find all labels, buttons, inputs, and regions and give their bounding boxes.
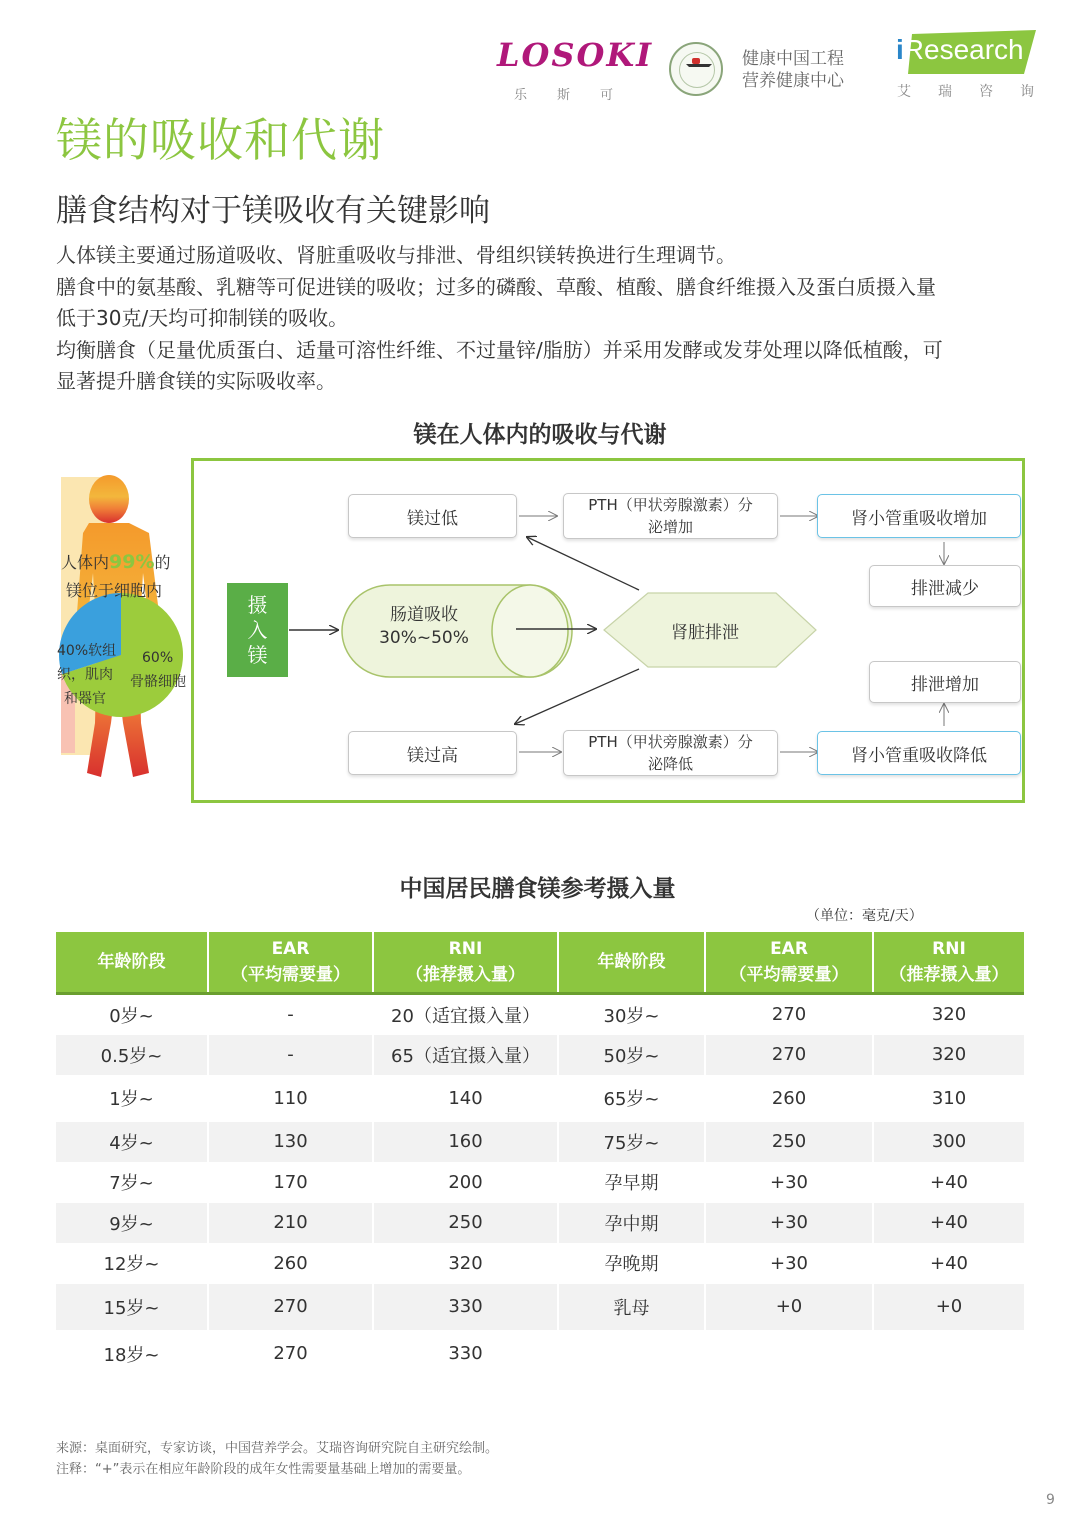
intro-line: 人体镁主要通过肠道吸收、肾脏重吸收与排泄、骨组织镁转换进行生理调节。: [56, 243, 736, 267]
table-cell: +30: [705, 1243, 873, 1284]
table-row: [56, 1330, 1024, 1378]
table-cell: 18岁~: [103, 1344, 160, 1366]
table-cell: +40: [873, 1243, 1024, 1284]
node-reabsorption-decrease: [817, 731, 1021, 775]
table-header-sublabel: （平均需要量）: [231, 965, 350, 985]
table-header-label: 年龄阶段: [97, 952, 166, 972]
node-reabsorption-decrease-label: 肾小管重吸收降低: [851, 745, 987, 766]
table-cell: 160: [373, 1122, 558, 1162]
table-cell: 270: [705, 994, 873, 1035]
table-cell: 7岁~: [109, 1173, 154, 1194]
annotation-note: 注释：“+”表示在相应年龄阶段的成年女性需要量基础上增加的需要量。: [56, 1462, 471, 1477]
node-excretion-increase-label: 排泄增加: [911, 674, 979, 695]
table-header-ear-1: [208, 932, 373, 994]
node-pth-decrease-line2: 泌降低: [647, 755, 693, 773]
table-cell: 1岁~: [109, 1089, 154, 1110]
table-cell: 孕中期: [558, 1203, 705, 1243]
table-header-label: RNI: [448, 939, 483, 959]
table-cell: 270: [208, 1330, 373, 1378]
intro-line: 膳食中的氨基酸、乳糖等可促进镁的吸收；过多的磷酸、草酸、植酸、膳食纤维摄入及蛋白质摄入量: [56, 274, 936, 299]
table-cell: 320: [873, 994, 1024, 1035]
table-header-sublabel: （推荐摄入量）: [889, 965, 1009, 985]
organization-name-line2: 营养健康中心: [742, 71, 844, 91]
table-cell: +0: [705, 1284, 873, 1330]
body-stat-value: 99%: [109, 551, 155, 573]
page-title: 镁的吸收和代谢: [56, 113, 385, 167]
intake-magnesium-box: [227, 583, 288, 677]
iresearch-logo-subtitle: 艾瑞咨询: [897, 84, 1061, 100]
pie-label-bone-line1: 60%: [142, 650, 174, 666]
table-cell: 15岁~: [56, 1284, 208, 1330]
table-cell: 65岁~: [558, 1075, 705, 1122]
table-row: [56, 1122, 1024, 1162]
body-stat-prefix: 人体内: [61, 553, 110, 572]
diagram-title: 镁在人体内的吸收与代谢: [413, 422, 667, 448]
intake-magnesium-label: 摄入镁: [247, 592, 268, 667]
table-row: [56, 1203, 1024, 1243]
table-cell: 320: [873, 1035, 1024, 1075]
table-cell: 320: [373, 1243, 558, 1284]
kidney-excretion-label: 肾脏排泄: [671, 623, 739, 643]
node-excretion-decrease: [869, 565, 1021, 607]
pie-label-soft-tissue-line3: 和器官: [64, 691, 106, 707]
table-header-age-1: [56, 932, 208, 994]
table-cell: 乳母: [558, 1284, 705, 1330]
table-cell: 300: [873, 1122, 1024, 1162]
intestine-absorption-label: [360, 604, 488, 650]
source-note: 来源：桌面研究，专家访谈，中国营养学会。艾瑞咨询研究院自主研究绘制。: [56, 1441, 499, 1456]
table-cell: 20（适宜摄入量）: [373, 994, 558, 1035]
node-excretion-increase: [869, 661, 1021, 703]
table-unit: （单位：毫克/天）: [806, 908, 923, 924]
table-header-label: RNI: [932, 939, 966, 959]
losoki-logo: LOSOKI: [497, 36, 654, 74]
table-row: [56, 1035, 1024, 1075]
table-cell: +0: [873, 1284, 1024, 1330]
table-cell: 270: [705, 1035, 873, 1075]
table-cell: 130: [208, 1122, 373, 1162]
organization-name-line1: 健康中国工程: [742, 49, 844, 69]
table-header-label: EAR: [770, 939, 808, 959]
table-row: [56, 1075, 1024, 1122]
table-cell: 140: [373, 1075, 558, 1122]
table-cell: 9岁~: [56, 1203, 208, 1243]
pie-label-soft-tissue-line1: 40%软组: [57, 643, 117, 659]
intestine-absorption-line2: 30%~50%: [379, 628, 469, 648]
intestine-absorption-line1: 肠道吸收: [390, 605, 458, 625]
table-row: [56, 1162, 1024, 1203]
table-cell: +40: [873, 1162, 1024, 1203]
table-cell: [558, 1330, 705, 1378]
table-header-label: 年龄阶段: [597, 952, 666, 972]
table-header-age-2: [558, 932, 705, 994]
iresearch-logo-i: i: [896, 34, 904, 65]
table-cell: -: [208, 1035, 373, 1075]
node-high-magnesium-label: 镁过高: [407, 745, 458, 766]
table-cell: 孕晚期: [558, 1243, 705, 1284]
table-cell: +30: [705, 1162, 873, 1203]
magnesium-intake-table: [56, 932, 1024, 1378]
table-cell: 孕早期: [558, 1162, 705, 1203]
table-cell: -: [208, 994, 373, 1035]
page-number: 9: [1046, 1492, 1055, 1508]
node-pth-increase: [563, 493, 778, 539]
node-low-magnesium-label: 镁过低: [407, 508, 458, 529]
table-cell: 330: [373, 1330, 558, 1378]
table-cell: 270: [208, 1284, 373, 1330]
table-cell: 110: [208, 1075, 373, 1122]
table-cell: 0岁~: [109, 1005, 154, 1027]
table-cell: 75岁~: [558, 1122, 705, 1162]
table-cell: 260: [208, 1243, 373, 1284]
table-cell: 210: [208, 1203, 373, 1243]
node-high-magnesium: [348, 731, 517, 775]
table-header-rni-2: [873, 932, 1024, 994]
table-row: [56, 1284, 1024, 1330]
table-cell: 260: [705, 1075, 873, 1122]
losoki-logo-subtitle: 乐斯可: [514, 88, 644, 103]
table-row: [56, 1243, 1024, 1284]
node-pth-decrease-line1: PTH（甲状旁腺激素）分: [588, 733, 753, 751]
table-cell: 12岁~: [103, 1254, 160, 1275]
node-excretion-decrease-label: 排泄减少: [911, 578, 979, 599]
node-pth-decrease: [563, 730, 778, 776]
table-cell: 170: [208, 1162, 373, 1203]
table-cell: 330: [373, 1284, 558, 1330]
pie-label-soft-tissue-line2: 织，肌肉: [57, 667, 113, 683]
table-cell: 30岁~: [558, 994, 705, 1035]
body-stat-suffix: 的: [154, 553, 171, 572]
intro-line: 显著提升膳食镁的实际吸收率。: [56, 369, 336, 393]
pie-label-bone-line2: 骨骼细胞: [130, 674, 186, 690]
table-cell: 200: [373, 1162, 558, 1203]
table-cell: 50岁~: [558, 1035, 705, 1075]
table-cell: [705, 1330, 873, 1378]
table-cell: [873, 1330, 1024, 1378]
node-reabsorption-increase: [817, 494, 1021, 538]
iresearch-logo-text: Research: [903, 34, 1024, 65]
table-cell: +30: [705, 1203, 873, 1243]
table-header-sublabel: （推荐摄入量）: [406, 965, 525, 985]
table-cell: +40: [873, 1203, 1024, 1243]
node-pth-increase-line2: 泌增加: [647, 518, 693, 536]
table-cell: 250: [705, 1122, 873, 1162]
node-reabsorption-increase-label: 肾小管重吸收增加: [851, 508, 987, 529]
footer-notes: [56, 1438, 498, 1480]
table-title: 中国居民膳食镁参考摄入量: [399, 876, 676, 902]
table-header-rni-1: [373, 932, 558, 994]
table-cell: 0.5岁~: [56, 1035, 208, 1075]
page-subtitle: 膳食结构对于镁吸收有关键影响: [56, 193, 490, 229]
table-header-sublabel: （平均需要量）: [729, 965, 849, 985]
table-cell: 4岁~: [56, 1122, 208, 1162]
table-row: [56, 994, 1024, 1035]
node-low-magnesium: [348, 494, 517, 538]
table-cell: 250: [373, 1203, 558, 1243]
table-cell: 65（适宜摄入量）: [373, 1035, 558, 1075]
table-header-label: EAR: [271, 939, 310, 959]
table-header-row: [56, 932, 1024, 994]
table-cell: 310: [873, 1075, 1024, 1122]
node-pth-increase-line1: PTH（甲状旁腺激素）分: [588, 496, 753, 514]
intro-line: 低于30克/天均可抑制镁的吸收。: [56, 306, 349, 330]
table-header-ear-2: [705, 932, 873, 994]
body-stat-line2: 镁位于细胞内: [66, 581, 163, 600]
intro-line: 均衡膳食（足量优质蛋白、适量可溶性纤维、不过量锌/脂肪）并采用发酵或发芽处理以降低植酸，可: [56, 337, 943, 362]
